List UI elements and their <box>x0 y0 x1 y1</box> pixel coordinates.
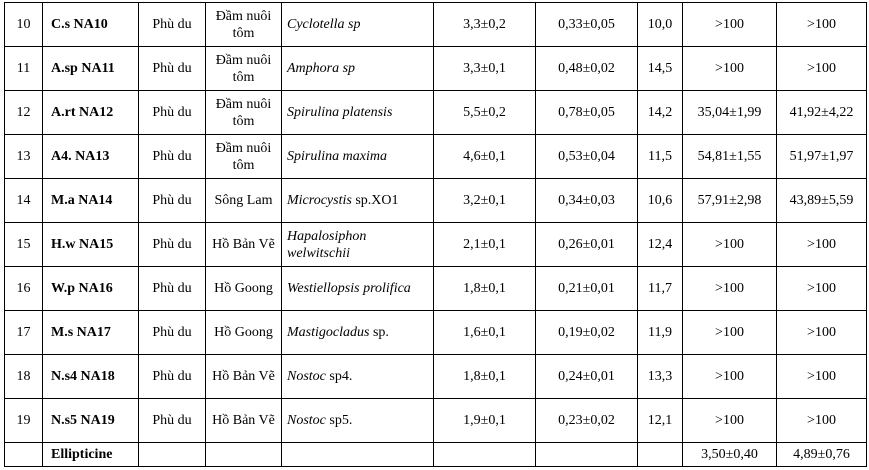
value-c2: 0,78±0,05 <box>536 91 638 135</box>
type-cell: Phù du <box>139 267 206 311</box>
value-c5: 41,92±4,22 <box>777 91 867 135</box>
footer-empty <box>638 443 683 467</box>
table-row <box>5 355 867 399</box>
strain-code: N.s5 NA19 <box>43 399 139 443</box>
species-cell <box>282 135 434 179</box>
value-c3: 14,5 <box>638 47 683 91</box>
data-table <box>4 2 867 467</box>
value-c1: 3,2±0,1 <box>434 179 536 223</box>
value-c1: 1,8±0,1 <box>434 355 536 399</box>
source-cell: Đầm nuôi tôm <box>206 47 282 91</box>
value-c4: 57,91±2,98 <box>683 179 777 223</box>
value-c1: 4,6±0,1 <box>434 135 536 179</box>
value-c3: 14,2 <box>638 91 683 135</box>
row-number: 18 <box>5 355 43 399</box>
row-number: 12 <box>5 91 43 135</box>
type-cell: Phù du <box>139 223 206 267</box>
species-cell <box>282 3 434 47</box>
species-suffix: sp.XO1 <box>351 193 399 208</box>
value-c5: >100 <box>777 311 867 355</box>
species-suffix: sp5. <box>325 413 353 428</box>
species-cell <box>282 47 434 91</box>
strain-code: M.s NA17 <box>43 311 139 355</box>
value-c5: >100 <box>777 355 867 399</box>
table-row <box>5 267 867 311</box>
strain-code: W.p NA16 <box>43 267 139 311</box>
type-cell: Phù du <box>139 311 206 355</box>
footer-empty <box>282 443 434 467</box>
value-c4: >100 <box>683 355 777 399</box>
value-c3: 11,5 <box>638 135 683 179</box>
species-name-italic: Microcystis <box>287 193 352 208</box>
source-cell: Hồ Goong <box>206 267 282 311</box>
value-c5: >100 <box>777 3 867 47</box>
strain-code: C.s NA10 <box>43 3 139 47</box>
table-row <box>5 223 867 267</box>
row-number: 13 <box>5 135 43 179</box>
value-c2: 0,19±0,02 <box>536 311 638 355</box>
footer-empty <box>434 443 536 467</box>
source-cell: Hồ Bản Vẽ <box>206 223 282 267</box>
species-name-italic: Hapalosiphon welwitschii <box>287 228 367 261</box>
row-number: 17 <box>5 311 43 355</box>
value-c4: 54,81±1,55 <box>683 135 777 179</box>
type-cell: Phù du <box>139 3 206 47</box>
value-c3: 10,6 <box>638 179 683 223</box>
species-cell <box>282 223 434 267</box>
value-c5: 51,97±1,97 <box>777 135 867 179</box>
value-c1: 3,3±0,2 <box>434 3 536 47</box>
species-name-italic: Nostoc <box>287 413 326 428</box>
footer-row <box>5 443 867 467</box>
value-c4: >100 <box>683 399 777 443</box>
source-cell: Đầm nuôi tôm <box>206 135 282 179</box>
source-cell: Đầm nuôi tôm <box>206 3 282 47</box>
strain-code: A4. NA13 <box>43 135 139 179</box>
source-cell: Hồ Bản Vẽ <box>206 355 282 399</box>
table-row <box>5 135 867 179</box>
value-c3: 10,0 <box>638 3 683 47</box>
species-name-italic: Westiellopsis prolifica <box>287 281 411 296</box>
value-c4: >100 <box>683 267 777 311</box>
value-c3: 12,1 <box>638 399 683 443</box>
value-c4: 35,04±1,99 <box>683 91 777 135</box>
footer-empty <box>139 443 206 467</box>
value-c5: >100 <box>777 267 867 311</box>
value-c2: 0,21±0,01 <box>536 267 638 311</box>
value-c4: >100 <box>683 223 777 267</box>
species-name-italic: Cyclotella sp <box>287 17 361 32</box>
species-name-italic: Nostoc <box>287 369 326 384</box>
species-cell <box>282 91 434 135</box>
value-c3: 13,3 <box>638 355 683 399</box>
table-row <box>5 399 867 443</box>
footer-c4: 3,50±0,40 <box>683 443 777 467</box>
value-c2: 0,23±0,02 <box>536 399 638 443</box>
table-row <box>5 179 867 223</box>
source-cell: Hồ Goong <box>206 311 282 355</box>
strain-code: M.a NA14 <box>43 179 139 223</box>
value-c2: 0,24±0,01 <box>536 355 638 399</box>
strain-code: A.rt NA12 <box>43 91 139 135</box>
value-c1: 5,5±0,2 <box>434 91 536 135</box>
value-c2: 0,48±0,02 <box>536 47 638 91</box>
row-number: 16 <box>5 267 43 311</box>
row-number: 19 <box>5 399 43 443</box>
value-c4: >100 <box>683 3 777 47</box>
species-name-italic: Mastigocladus <box>287 325 370 340</box>
species-suffix: sp4. <box>325 369 353 384</box>
table-row <box>5 47 867 91</box>
value-c1: 3,3±0,1 <box>434 47 536 91</box>
species-suffix: sp. <box>369 325 389 340</box>
species-name-italic: Spirulina platensis <box>287 105 393 120</box>
row-number: 15 <box>5 223 43 267</box>
species-cell <box>282 311 434 355</box>
species-cell <box>282 267 434 311</box>
value-c1: 1,9±0,1 <box>434 399 536 443</box>
source-cell: Hồ Bản Vẽ <box>206 399 282 443</box>
value-c2: 0,34±0,03 <box>536 179 638 223</box>
table-row <box>5 3 867 47</box>
value-c3: 12,4 <box>638 223 683 267</box>
species-name-italic: Spirulina maxima <box>287 149 387 164</box>
footer-empty <box>536 443 638 467</box>
table-row <box>5 91 867 135</box>
footer-empty <box>5 443 43 467</box>
table-row <box>5 311 867 355</box>
value-c5: >100 <box>777 47 867 91</box>
type-cell: Phù du <box>139 47 206 91</box>
species-cell <box>282 179 434 223</box>
strain-code: N.s4 NA18 <box>43 355 139 399</box>
value-c3: 11,7 <box>638 267 683 311</box>
type-cell: Phù du <box>139 355 206 399</box>
value-c5: >100 <box>777 223 867 267</box>
value-c2: 0,33±0,05 <box>536 3 638 47</box>
value-c1: 1,8±0,1 <box>434 267 536 311</box>
row-number: 10 <box>5 3 43 47</box>
value-c5: 43,89±5,59 <box>777 179 867 223</box>
source-cell: Đầm nuôi tôm <box>206 91 282 135</box>
value-c3: 11,9 <box>638 311 683 355</box>
species-cell <box>282 355 434 399</box>
table-body <box>5 3 867 467</box>
control-label: Ellipticine <box>43 443 139 467</box>
type-cell: Phù du <box>139 399 206 443</box>
row-number: 11 <box>5 47 43 91</box>
species-cell <box>282 399 434 443</box>
footer-empty <box>206 443 282 467</box>
value-c1: 1,6±0,1 <box>434 311 536 355</box>
value-c4: >100 <box>683 311 777 355</box>
strain-code: H.w NA15 <box>43 223 139 267</box>
value-c1: 2,1±0,1 <box>434 223 536 267</box>
value-c2: 0,26±0,01 <box>536 223 638 267</box>
source-cell: Sông Lam <box>206 179 282 223</box>
value-c4: >100 <box>683 47 777 91</box>
value-c2: 0,53±0,04 <box>536 135 638 179</box>
value-c5: >100 <box>777 399 867 443</box>
type-cell: Phù du <box>139 179 206 223</box>
row-number: 14 <box>5 179 43 223</box>
type-cell: Phù du <box>139 91 206 135</box>
footer-c5: 4,89±0,76 <box>777 443 867 467</box>
strain-code: A.sp NA11 <box>43 47 139 91</box>
species-name-italic: Amphora sp <box>287 61 356 76</box>
type-cell: Phù du <box>139 135 206 179</box>
